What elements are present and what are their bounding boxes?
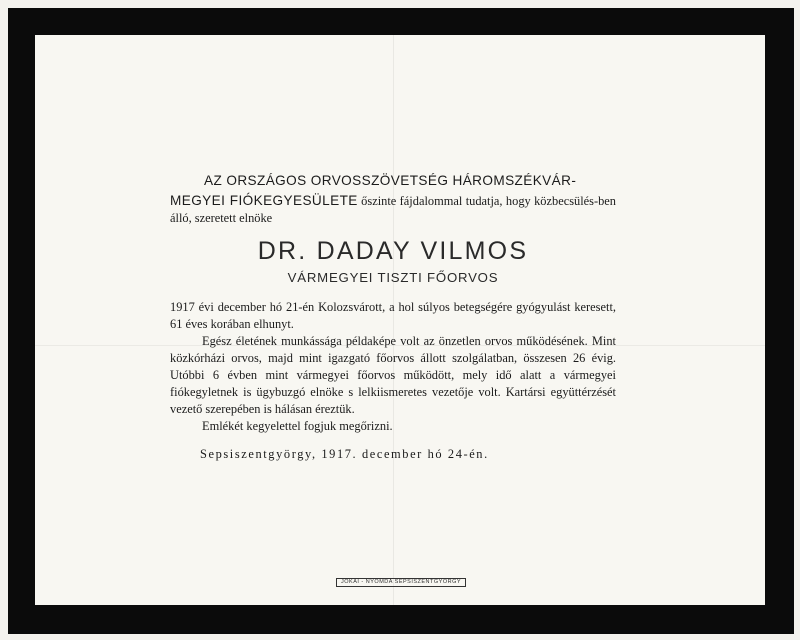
intro-text: őszinte fájdalommal tudatja, hogy közbecsülés-ben álló, szeretett elnöke	[170, 194, 616, 225]
obituary-notice	[170, 170, 616, 462]
place-date: Sepsiszentgyörgy, 1917. december hó 24-én.	[200, 447, 489, 461]
deceased-title: VÁRMEGYEI TISZTI FŐORVOS	[287, 270, 499, 285]
paragraph-remembrance: Emlékét kegyelettel fogjuk megőrizni.	[202, 419, 393, 433]
intro-paragraph	[170, 170, 616, 227]
paragraph-death: 1917 évi december hó 21-én Kolozsvárott, a hol súlyos betegségére gyógyulást keresett, 61 éves korában elhunyt.	[170, 300, 616, 331]
printer-imprint: JÓKAI - NYOMDA SEPSISZENTGYÖRGY	[336, 578, 466, 587]
heading-line-2: MEGYEI FIÓKEGYESÜLETE	[170, 193, 358, 208]
paragraph-career: Egész életének munkássága példaképe volt az önzetlen orvos működésének. Mint közkórházi orvos, majd mint igazgató főorvos állott szolgálatban, összesen 26 évig. Utóbbi 6 évben mint vármegyei főorvos működött, mely idő alatt a vármegyei fiókegyletnek is ügybuzgó elnöke s lelkiismeretes vezetője volt. Kartársi együttérzését vezető szerepében is hálásan éreztük.	[170, 334, 616, 416]
body-text	[170, 299, 616, 435]
heading-line-1: AZ ORSZÁGOS ORVOSSZÖVETSÉG HÁROMSZÉKVÁR-	[204, 173, 577, 188]
deceased-name: DR. DADAY VILMOS	[257, 237, 529, 265]
